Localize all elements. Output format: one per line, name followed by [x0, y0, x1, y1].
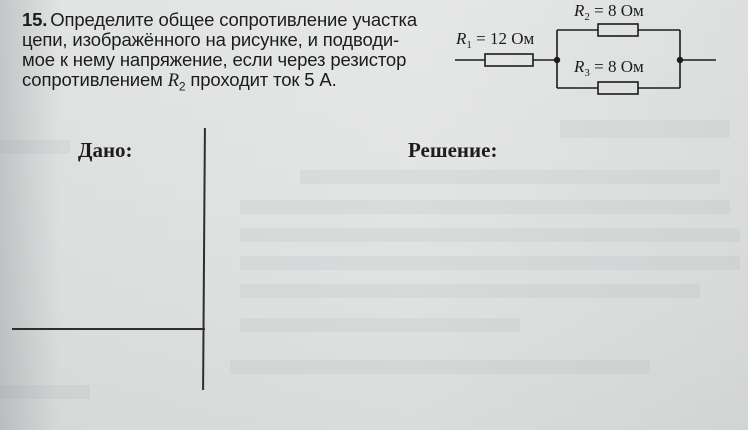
bleed-through-text	[240, 318, 520, 332]
solution-heading: Решение:	[408, 138, 498, 162]
label-r1-sub: 1	[466, 39, 472, 51]
label-r3-sub: 3	[584, 67, 590, 79]
label-r2-sub: 2	[584, 11, 590, 23]
answer-table-vertical-divider	[202, 128, 206, 390]
problem-text: Определите общее сопротивление участка	[50, 9, 417, 30]
label-r2-value: = 8 Ом	[589, 1, 644, 20]
problem-line	[22, 10, 442, 30]
bleed-through-text	[560, 120, 730, 138]
problem-line	[22, 70, 442, 97]
bleed-through-text	[240, 256, 740, 270]
given-heading: Дано:	[78, 138, 133, 162]
label-r1-name: R	[456, 29, 467, 48]
problem-text: сопротивлением	[22, 69, 163, 90]
label-r2-name: R	[574, 1, 585, 20]
resistor-r2	[598, 24, 638, 36]
bleed-through-text	[240, 200, 730, 214]
label-r3-name: R	[574, 57, 585, 76]
answer-table-horizontal-divider	[12, 328, 205, 330]
bleed-through-text	[240, 284, 700, 298]
resistor-r3	[598, 82, 638, 94]
bleed-through-text	[230, 360, 650, 374]
resistor-r1	[485, 54, 533, 66]
problem-line	[22, 30, 442, 50]
resistor-symbol: R	[167, 71, 179, 91]
problem-text: цепи, изображённого на рисунке, и подводи-	[22, 29, 400, 50]
label-r1-value: = 12 Ом	[471, 29, 535, 48]
resistor-subscript: 2	[178, 79, 186, 94]
problem-line	[22, 50, 442, 70]
problem-number: 15.	[22, 9, 48, 30]
problem-text: мое к нему напряжение, если через резистор	[22, 49, 407, 70]
bleed-through-text	[300, 170, 720, 184]
bleed-through-text	[240, 228, 740, 242]
problem-text: проходит ток 5 А.	[185, 69, 337, 90]
label-r2	[573, 1, 644, 23]
bleed-through-text	[0, 140, 70, 154]
problem-statement	[22, 10, 442, 97]
junction-node-left	[554, 57, 560, 63]
label-r1	[455, 29, 535, 51]
junction-node-right	[677, 57, 683, 63]
circuit-diagram	[450, 0, 748, 100]
bleed-through-text	[0, 385, 90, 399]
label-r3	[573, 57, 644, 79]
label-r3-value: = 8 Ом	[589, 57, 644, 76]
